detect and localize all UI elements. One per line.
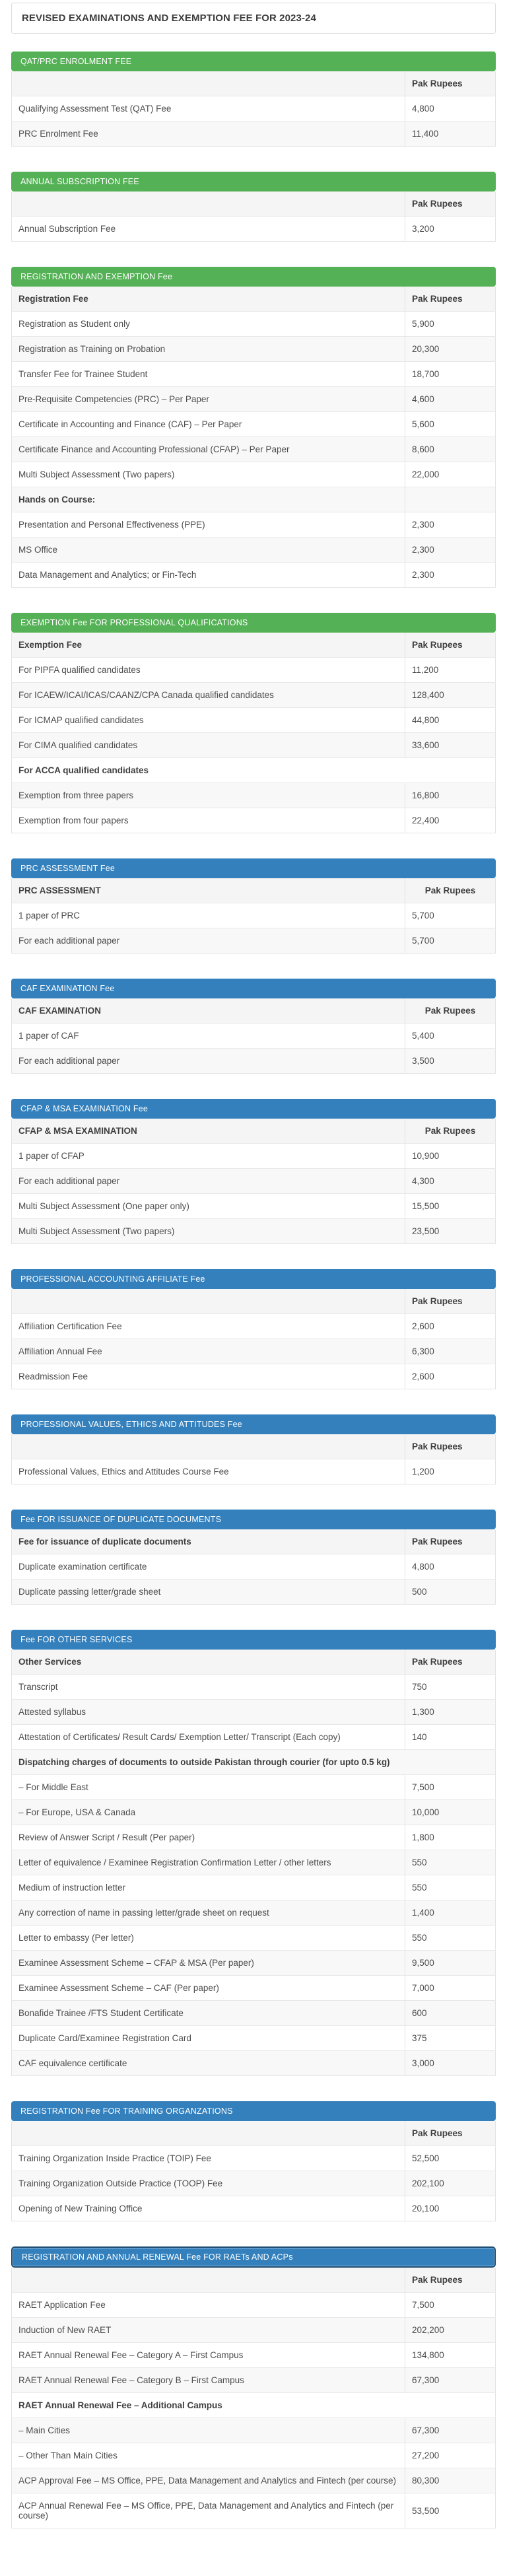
- fee-item-amount: 2,300: [405, 538, 496, 563]
- table-header-row: [12, 1434, 496, 1459]
- fee-item-amount: 128,400: [405, 683, 496, 708]
- fee-item-label: Pre-Requisite Competencies (PRC) – Per Paper: [12, 387, 405, 412]
- fee-item-amount: 15,500: [405, 1194, 496, 1219]
- fee-item-amount: 22,400: [405, 808, 496, 833]
- fee-item-amount: 2,300: [405, 512, 496, 538]
- fee-item-amount: 7,500: [405, 2293, 496, 2318]
- fee-item-amount: 375: [405, 2026, 496, 2051]
- fee-item-amount: 134,800: [405, 2343, 496, 2368]
- fee-item-amount: 18,700: [405, 362, 496, 387]
- fee-section-cfap-msa-examination-fee: [11, 1099, 496, 1244]
- fee-row: [12, 2393, 496, 2418]
- fee-item-amount: 4,800: [405, 96, 496, 122]
- column-header-label: [12, 2268, 405, 2293]
- fee-item-label: Professional Values, Ethics and Attitudes Course Fee: [12, 1459, 405, 1484]
- fee-item-amount: 1,300: [405, 1700, 496, 1725]
- fee-row: [12, 122, 496, 147]
- column-header-label: [12, 191, 405, 217]
- fee-item-label: For ICAEW/ICAI/ICAS/CAANZ/CPA Canada qualified candidates: [12, 683, 405, 708]
- fee-item-amount: 3,500: [405, 1049, 496, 1074]
- fee-row: [12, 312, 496, 337]
- fee-item-label: For each additional paper: [12, 1049, 405, 1074]
- fee-item-label: For CIMA qualified candidates: [12, 733, 405, 758]
- fee-table-annual-subscription-fee: [11, 191, 496, 242]
- fee-row: [12, 1169, 496, 1194]
- fee-item-label: For PIPFA qualified candidates: [12, 658, 405, 683]
- column-header-label: Exemption Fee: [12, 633, 405, 658]
- fee-item-amount: 67,300: [405, 2368, 496, 2393]
- column-header-label: PRC ASSESSMENT: [12, 878, 405, 903]
- fee-item-amount: 1,200: [405, 1459, 496, 1484]
- fee-item-label: PRC Enrolment Fee: [12, 122, 405, 147]
- column-header-label: CFAP & MSA EXAMINATION: [12, 1119, 405, 1144]
- section-header-registration-and-exemption-fee: REGISTRATION AND EXEMPTION Fee: [11, 267, 496, 287]
- fee-row: [12, 2171, 496, 2196]
- column-header-pak-rupees: Pak Rupees: [405, 878, 496, 903]
- fee-item-amount: 80,300: [405, 2468, 496, 2493]
- fee-item-amount: 550: [405, 1926, 496, 1951]
- fee-item-label: Qualifying Assessment Test (QAT) Fee: [12, 96, 405, 122]
- section-header-registration-fee-training-organizations: REGISTRATION Fee FOR TRAINING ORGANZATIONS: [11, 2101, 496, 2121]
- fee-item-amount: 2,600: [405, 1314, 496, 1339]
- fee-item-label: For each additional paper: [12, 1169, 405, 1194]
- fee-row: [12, 1364, 496, 1389]
- fee-row: [12, 1825, 496, 1850]
- fee-item-label: Certificate Finance and Accounting Professional (CFAP) – Per Paper: [12, 437, 405, 462]
- fee-item-amount: [405, 487, 496, 512]
- fee-item-label: Multi Subject Assessment (Two papers): [12, 1219, 405, 1244]
- section-header-prc-assessment-fee: PRC ASSESSMENT Fee: [11, 858, 496, 878]
- fee-item-amount: 27,200: [405, 2443, 496, 2468]
- fee-table-professional-accounting-affiliate-fee: [11, 1289, 496, 1389]
- column-header-label: Registration Fee: [12, 287, 405, 312]
- fee-item-amount: 202,200: [405, 2318, 496, 2343]
- fee-item-label: ACP Annual Renewal Fee – MS Office, PPE, Data Management and Analytics and Fintech (per course): [12, 2493, 405, 2528]
- fee-section-professional-accounting-affiliate-fee: [11, 1269, 496, 1389]
- fee-item-label: Exemption from four papers: [12, 808, 405, 833]
- fee-row: [12, 1580, 496, 1605]
- fee-item-amount: 5,700: [405, 928, 496, 954]
- column-header-pak-rupees: Pak Rupees: [405, 191, 496, 217]
- fee-item-label: Multi Subject Assessment (Two papers): [12, 462, 405, 487]
- fee-item-amount: 11,200: [405, 658, 496, 683]
- fee-item-label: Attested syllabus: [12, 1700, 405, 1725]
- table-header-row: [12, 1289, 496, 1314]
- fee-table-caf-examination-fee: [11, 998, 496, 1074]
- fee-item-amount: 5,900: [405, 312, 496, 337]
- fee-item-amount: 22,000: [405, 462, 496, 487]
- section-header-caf-examination-fee: CAF EXAMINATION Fee: [11, 979, 496, 998]
- fee-item-amount: 4,300: [405, 1169, 496, 1194]
- fee-item-amount: 52,500: [405, 2146, 496, 2171]
- fee-item-label: Medium of instruction letter: [12, 1875, 405, 1900]
- fee-row: [12, 487, 496, 512]
- fee-item-label: Registration as Student only: [12, 312, 405, 337]
- fee-item-label: Annual Subscription Fee: [12, 217, 405, 242]
- fee-item-amount: 16,800: [405, 783, 496, 808]
- table-header-row: [12, 191, 496, 217]
- fee-row: [12, 758, 496, 783]
- fee-item-label: Examinee Assessment Scheme – CFAP & MSA (Per paper): [12, 1951, 405, 1976]
- fee-row: [12, 1725, 496, 1750]
- fee-item-amount: 67,300: [405, 2418, 496, 2443]
- fee-item-label: Transfer Fee for Trainee Student: [12, 362, 405, 387]
- fee-row: [12, 1339, 496, 1364]
- fee-row: [12, 437, 496, 462]
- fee-item-label: RAET Annual Renewal Fee – Category B – First Campus: [12, 2368, 405, 2393]
- fee-item-label: Duplicate examination certificate: [12, 1554, 405, 1580]
- fee-item-amount: 53,500: [405, 2493, 496, 2528]
- fee-section-caf-examination-fee: [11, 979, 496, 1074]
- table-header-row: [12, 878, 496, 903]
- fee-item-label: Bonafide Trainee /FTS Student Certificate: [12, 2001, 405, 2026]
- fee-item-amount: 202,100: [405, 2171, 496, 2196]
- fee-item-label: Attestation of Certificates/ Result Cards/ Exemption Letter/ Transcript (Each copy): [12, 1725, 405, 1750]
- fee-item-label: Certificate in Accounting and Finance (CAF) – Per Paper: [12, 412, 405, 437]
- fee-row: [12, 733, 496, 758]
- fee-item-label: Affiliation Annual Fee: [12, 1339, 405, 1364]
- fee-row: [12, 563, 496, 588]
- fee-item-amount: 1,800: [405, 1825, 496, 1850]
- column-header-pak-rupees: Pak Rupees: [405, 633, 496, 658]
- table-header-row: [12, 998, 496, 1024]
- column-header-label: Other Services: [12, 1650, 405, 1675]
- fee-row: [12, 1314, 496, 1339]
- fee-item-label: Examinee Assessment Scheme – CAF (Per paper): [12, 1976, 405, 2001]
- table-header-row: [12, 2268, 496, 2293]
- section-header-professional-values-ethics-attitudes-fee: PROFESSIONAL VALUES, ETHICS AND ATTITUDES Fee: [11, 1414, 496, 1434]
- fee-table-registration-annual-renewal-raets-acps: [11, 2268, 496, 2528]
- fee-item-amount: 8,600: [405, 437, 496, 462]
- fee-table-fee-for-other-services: [11, 1650, 496, 2076]
- table-header-row: [12, 633, 496, 658]
- fee-row: [12, 387, 496, 412]
- fee-row: [12, 2418, 496, 2443]
- fee-item-amount: 140: [405, 1725, 496, 1750]
- fee-item-label: 1 paper of CAF: [12, 1024, 405, 1049]
- fee-item-label: Any correction of name in passing letter/grade sheet on request: [12, 1900, 405, 1926]
- fee-table-fee-issuance-duplicate-documents: [11, 1529, 496, 1605]
- fee-section-registration-annual-renewal-raets-acps: [11, 2246, 496, 2528]
- fee-item-amount: 3,200: [405, 217, 496, 242]
- column-header-label: CAF EXAMINATION: [12, 998, 405, 1024]
- column-header-pak-rupees: Pak Rupees: [405, 287, 496, 312]
- column-header-pak-rupees: Pak Rupees: [405, 1289, 496, 1314]
- fee-table-qat-prc-enrolment-fee: [11, 71, 496, 147]
- section-header-fee-for-other-services: Fee FOR OTHER SERVICES: [11, 1630, 496, 1650]
- fee-item-amount: 1,400: [405, 1900, 496, 1926]
- fee-item-label: Duplicate Card/Examinee Registration Card: [12, 2026, 405, 2051]
- page-title: REVISED EXAMINATIONS AND EXEMPTION FEE FOR 2023-24: [11, 3, 496, 34]
- fee-row: [12, 1951, 496, 1976]
- column-header-pak-rupees: Pak Rupees: [405, 1119, 496, 1144]
- fee-row: [12, 362, 496, 387]
- fee-row: [12, 783, 496, 808]
- fee-table-professional-values-ethics-attitudes-fee: [11, 1434, 496, 1484]
- fee-item-label: Training Organization Inside Practice (TOIP) Fee: [12, 2146, 405, 2171]
- fee-row: [12, 538, 496, 563]
- column-header-label: [12, 1289, 405, 1314]
- table-header-row: [12, 287, 496, 312]
- fee-item-amount: 33,600: [405, 733, 496, 758]
- fee-item-label: Opening of New Training Office: [12, 2196, 405, 2221]
- fee-item-amount: 550: [405, 1875, 496, 1900]
- fee-item-label: Affiliation Certification Fee: [12, 1314, 405, 1339]
- column-header-pak-rupees: Pak Rupees: [405, 1434, 496, 1459]
- fee-row-subheading: RAET Annual Renewal Fee – Additional Campus: [12, 2393, 496, 2418]
- section-header-exemption-fee-professional-qualifications: EXEMPTION Fee FOR PROFESSIONAL QUALIFICATIONS: [11, 613, 496, 633]
- fee-item-amount: 6,300: [405, 1339, 496, 1364]
- fee-item-label: CAF equivalence certificate: [12, 2051, 405, 2076]
- fee-table-registration-fee-training-organizations: [11, 2121, 496, 2221]
- fee-row: [12, 2146, 496, 2171]
- column-header-pak-rupees: Pak Rupees: [405, 998, 496, 1024]
- fee-row: [12, 512, 496, 538]
- fee-item-label: Induction of New RAET: [12, 2318, 405, 2343]
- fee-row: [12, 658, 496, 683]
- fee-item-amount: 20,100: [405, 2196, 496, 2221]
- fee-item-label: – Main Cities: [12, 2418, 405, 2443]
- fee-section-prc-assessment-fee: [11, 858, 496, 954]
- fee-item-label: RAET Annual Renewal Fee – Category A – First Campus: [12, 2343, 405, 2368]
- fee-table-cfap-msa-examination-fee: [11, 1119, 496, 1244]
- table-header-row: [12, 1650, 496, 1675]
- fee-row: [12, 1800, 496, 1825]
- fee-row: [12, 1194, 496, 1219]
- column-header-pak-rupees: Pak Rupees: [405, 2121, 496, 2146]
- fee-row: [12, 1024, 496, 1049]
- fee-row: [12, 2293, 496, 2318]
- fee-item-label: Data Management and Analytics; or Fin-Tech: [12, 563, 405, 588]
- fee-item-label: Multi Subject Assessment (One paper only): [12, 1194, 405, 1219]
- fee-row: [12, 412, 496, 437]
- fee-row: [12, 462, 496, 487]
- fee-item-label: Transcript: [12, 1675, 405, 1700]
- fee-item-label: Readmission Fee: [12, 1364, 405, 1389]
- fee-item-amount: 5,400: [405, 1024, 496, 1049]
- fee-item-amount: 11,400: [405, 122, 496, 147]
- fee-row: [12, 1675, 496, 1700]
- fee-item-amount: 4,600: [405, 387, 496, 412]
- fee-row: [12, 1144, 496, 1169]
- column-header-label: [12, 1434, 405, 1459]
- fee-item-label: Training Organization Outside Practice (TOOP) Fee: [12, 2171, 405, 2196]
- fee-item-label: Letter to embassy (Per letter): [12, 1926, 405, 1951]
- fee-table-registration-and-exemption-fee: [11, 287, 496, 588]
- fee-section-exemption-fee-professional-qualifications: [11, 613, 496, 833]
- fee-row: [12, 708, 496, 733]
- section-header-qat-prc-enrolment-fee: QAT/PRC ENROLMENT FEE: [11, 52, 496, 71]
- fee-row: [12, 2026, 496, 2051]
- fee-row: [12, 1554, 496, 1580]
- fee-section-registration-fee-training-organizations: [11, 2101, 496, 2221]
- table-header-row: [12, 2121, 496, 2146]
- fee-item-amount: 2,300: [405, 563, 496, 588]
- fee-row: [12, 96, 496, 122]
- fee-row: [12, 2443, 496, 2468]
- fee-item-amount: 7,000: [405, 1976, 496, 2001]
- fee-section-annual-subscription-fee: [11, 172, 496, 242]
- table-header-row: [12, 71, 496, 96]
- column-header-label: [12, 71, 405, 96]
- column-header-label: Fee for issuance of duplicate documents: [12, 1529, 405, 1554]
- fee-row: [12, 1875, 496, 1900]
- fee-item-amount: 5,700: [405, 903, 496, 928]
- fee-item-label: Exemption from three papers: [12, 783, 405, 808]
- fee-row: [12, 1700, 496, 1725]
- section-header-professional-accounting-affiliate-fee: PROFESSIONAL ACCOUNTING AFFILIATE Fee: [11, 1269, 496, 1289]
- fee-row-subheading: Dispatching charges of documents to outside Pakistan through courier (for upto 0.5 kg): [12, 1750, 496, 1775]
- fee-row: [12, 1900, 496, 1926]
- fee-item-amount: 4,800: [405, 1554, 496, 1580]
- fee-item-label: For ICMAP qualified candidates: [12, 708, 405, 733]
- fee-row: [12, 683, 496, 708]
- fee-item-label: Duplicate passing letter/grade sheet: [12, 1580, 405, 1605]
- section-header-registration-annual-renewal-raets-acps: REGISTRATION AND ANNUAL RENEWAL Fee FOR RAETs AND ACPs: [11, 2246, 496, 2268]
- fee-item-label: Registration as Training on Probation: [12, 337, 405, 362]
- fee-row: [12, 217, 496, 242]
- fee-item-amount: 2,600: [405, 1364, 496, 1389]
- fee-row: [12, 808, 496, 833]
- fee-row: [12, 2001, 496, 2026]
- fee-row-subheading: For ACCA qualified candidates: [12, 758, 496, 783]
- section-header-fee-issuance-duplicate-documents: Fee FOR ISSUANCE OF DUPLICATE DOCUMENTS: [11, 1510, 496, 1529]
- fee-row: [12, 1976, 496, 2001]
- fee-item-label: 1 paper of CFAP: [12, 1144, 405, 1169]
- fee-item-label: Hands on Course:: [12, 487, 405, 512]
- fee-row: [12, 2493, 496, 2528]
- column-header-pak-rupees: Pak Rupees: [405, 1650, 496, 1675]
- fee-row: [12, 2368, 496, 2393]
- column-header-pak-rupees: Pak Rupees: [405, 2268, 496, 2293]
- fee-section-registration-and-exemption-fee: [11, 267, 496, 588]
- fee-table-exemption-fee-professional-qualifications: [11, 633, 496, 833]
- fee-item-amount: 10,900: [405, 1144, 496, 1169]
- fee-item-label: – Other Than Main Cities: [12, 2443, 405, 2468]
- fee-row: [12, 337, 496, 362]
- fee-row: [12, 1459, 496, 1484]
- column-header-label: [12, 2121, 405, 2146]
- fee-row: [12, 1750, 496, 1775]
- fee-item-amount: 7,500: [405, 1775, 496, 1800]
- fee-item-label: Letter of equivalence / Examinee Registration Confirmation Letter / other letters: [12, 1850, 405, 1875]
- fee-section-professional-values-ethics-attitudes-fee: [11, 1414, 496, 1484]
- fee-item-amount: 500: [405, 1580, 496, 1605]
- fee-item-label: RAET Application Fee: [12, 2293, 405, 2318]
- fee-row: [12, 2468, 496, 2493]
- fee-item-amount: 20,300: [405, 337, 496, 362]
- fee-section-fee-issuance-duplicate-documents: [11, 1510, 496, 1605]
- fee-item-label: Presentation and Personal Effectiveness (PPE): [12, 512, 405, 538]
- fee-item-label: – For Middle East: [12, 1775, 405, 1800]
- fee-item-amount: 9,500: [405, 1951, 496, 1976]
- fee-item-label: For each additional paper: [12, 928, 405, 954]
- fee-row: [12, 903, 496, 928]
- fee-row: [12, 928, 496, 954]
- fee-row: [12, 1219, 496, 1244]
- fee-item-amount: 3,000: [405, 2051, 496, 2076]
- fee-row: [12, 2343, 496, 2368]
- fee-row: [12, 2051, 496, 2076]
- table-header-row: [12, 1529, 496, 1554]
- fee-item-amount: 600: [405, 2001, 496, 2026]
- fee-row: [12, 1850, 496, 1875]
- fee-item-amount: 44,800: [405, 708, 496, 733]
- column-header-pak-rupees: Pak Rupees: [405, 1529, 496, 1554]
- fee-section-fee-for-other-services: [11, 1630, 496, 2076]
- fee-row: [12, 2196, 496, 2221]
- fee-item-label: – For Europe, USA & Canada: [12, 1800, 405, 1825]
- column-header-pak-rupees: Pak Rupees: [405, 71, 496, 96]
- fee-item-label: 1 paper of PRC: [12, 903, 405, 928]
- fee-row: [12, 1775, 496, 1800]
- section-header-cfap-msa-examination-fee: CFAP & MSA EXAMINATION Fee: [11, 1099, 496, 1119]
- fee-item-label: Review of Answer Script / Result (Per paper): [12, 1825, 405, 1850]
- fee-item-label: MS Office: [12, 538, 405, 563]
- fee-row: [12, 2318, 496, 2343]
- fee-section-qat-prc-enrolment-fee: [11, 52, 496, 147]
- fee-table-prc-assessment-fee: [11, 878, 496, 954]
- fee-row: [12, 1049, 496, 1074]
- fee-sections-container: [11, 52, 496, 2528]
- fee-item-amount: 5,600: [405, 412, 496, 437]
- table-header-row: [12, 1119, 496, 1144]
- fee-row: [12, 1926, 496, 1951]
- fee-item-amount: 750: [405, 1675, 496, 1700]
- fee-item-amount: 10,000: [405, 1800, 496, 1825]
- fee-item-amount: 550: [405, 1850, 496, 1875]
- fee-item-amount: 23,500: [405, 1219, 496, 1244]
- section-header-annual-subscription-fee: ANNUAL SUBSCRIPTION FEE: [11, 172, 496, 191]
- fee-item-label: ACP Approval Fee – MS Office, PPE, Data Management and Analytics and Fintech (per course): [12, 2468, 405, 2493]
